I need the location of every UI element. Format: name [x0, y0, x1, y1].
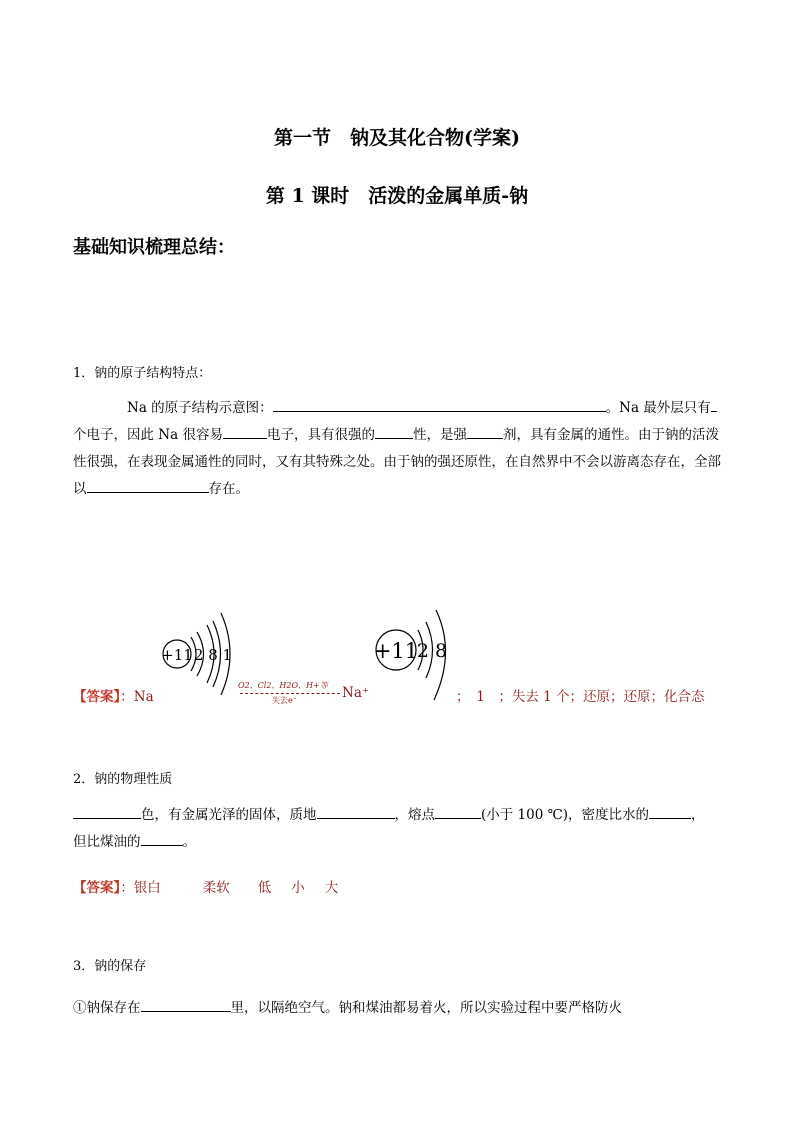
sodium-ion: Na⁺: [342, 685, 369, 701]
answer-silver-white: 银白: [133, 880, 161, 896]
q2-heading: 2．钠的物理性质: [73, 772, 173, 787]
blank-melting-point[interactable]: [435, 804, 481, 819]
sodium-atom-diagram: [155, 605, 245, 705]
answer-na: Na: [133, 689, 154, 705]
q1-text-6: 剂，具有金属的通性。由于钠的活泼性很强，在表现金属通性的同时，又有其特殊之处。由于钠的强还原性，在自然界中不会以游离态存在，全部以: [73, 427, 721, 497]
q2-text-3: (小于 100 ℃)，密度比水的: [481, 807, 649, 823]
blank-texture[interactable]: [317, 804, 395, 819]
q2-paragraph: [73, 802, 733, 856]
blank-structure-diagram[interactable]: [273, 397, 606, 412]
atom2-shells: 2 8: [416, 640, 448, 662]
sodium-ion-diagram: [368, 600, 463, 705]
q2-answer: 【答案】：银白 柔软 低 小 大: [73, 880, 339, 896]
q1-text-1: Na 的原子结构示意图：: [127, 400, 273, 416]
reaction-arrow: [240, 693, 340, 694]
q2-text-6: 。: [182, 834, 196, 850]
blank-storage[interactable]: [141, 997, 231, 1012]
blank-existence-form[interactable]: [87, 478, 209, 493]
answer-large: 大: [324, 880, 339, 896]
blank-color[interactable]: [73, 804, 141, 819]
lesson-subtitle: 第 1 课时 活泼的金属单质-钠: [265, 185, 529, 207]
atom1-nucleus: +11: [161, 646, 193, 664]
reaction-arrow-top: O2、Cl2、H2O、H+等: [238, 681, 328, 690]
q1-text-7: 存在。: [208, 481, 249, 497]
q1-text-5: 性，是强: [412, 427, 467, 443]
blank-lose-electrons[interactable]: [223, 424, 267, 439]
section-heading: 基础知识梳理总结：: [73, 237, 235, 258]
q1-text-4: 电子，具有很强的: [266, 427, 375, 443]
blank-agent[interactable]: [467, 424, 503, 439]
reaction-arrow-bottom: 失去e⁻: [272, 696, 297, 705]
q3-text-2: 里，以隔绝空气。钠和煤油都易着火，所以实验过程中要严格防火: [230, 1000, 622, 1016]
blank-property[interactable]: [375, 424, 413, 439]
answer-soft: 柔软: [202, 880, 230, 896]
page-title: 第一节 钠及其化合物(学案): [274, 127, 520, 149]
q1-heading: 1．钠的原子结构特点：: [73, 366, 212, 381]
q3-paragraph: [73, 995, 733, 1022]
answer-low: 低: [257, 880, 272, 896]
atom2-nucleus: +11: [373, 639, 419, 663]
q2-text-2: ，熔点: [394, 807, 435, 823]
q1-text-3: 个电子，因此 Na 很容易: [73, 427, 223, 443]
q2-text-5: 但比煤油的: [73, 834, 141, 850]
q1-answer-rest: ； 1 ；失去 1 个；还原；还原；化合态: [456, 689, 705, 705]
blank-outer-electrons[interactable]: [711, 397, 717, 412]
q2-text-1: 色，有金属光泽的固体，质地: [141, 807, 317, 823]
q3-heading: 3．钠的保存: [73, 959, 147, 974]
answer-small: 小: [291, 880, 305, 896]
q1-text-2: 。Na 最外层只有: [605, 400, 711, 416]
blank-density-water[interactable]: [649, 804, 691, 819]
q3-text-1: ①钠保存在: [73, 1000, 141, 1016]
q1-answer-label: 【答案】：Na: [73, 689, 154, 705]
q2-text-4: ，: [691, 807, 705, 823]
blank-density-kerosene[interactable]: [141, 831, 183, 846]
atom1-shells: 2 8 1: [193, 646, 233, 664]
q1-paragraph: [73, 395, 723, 503]
